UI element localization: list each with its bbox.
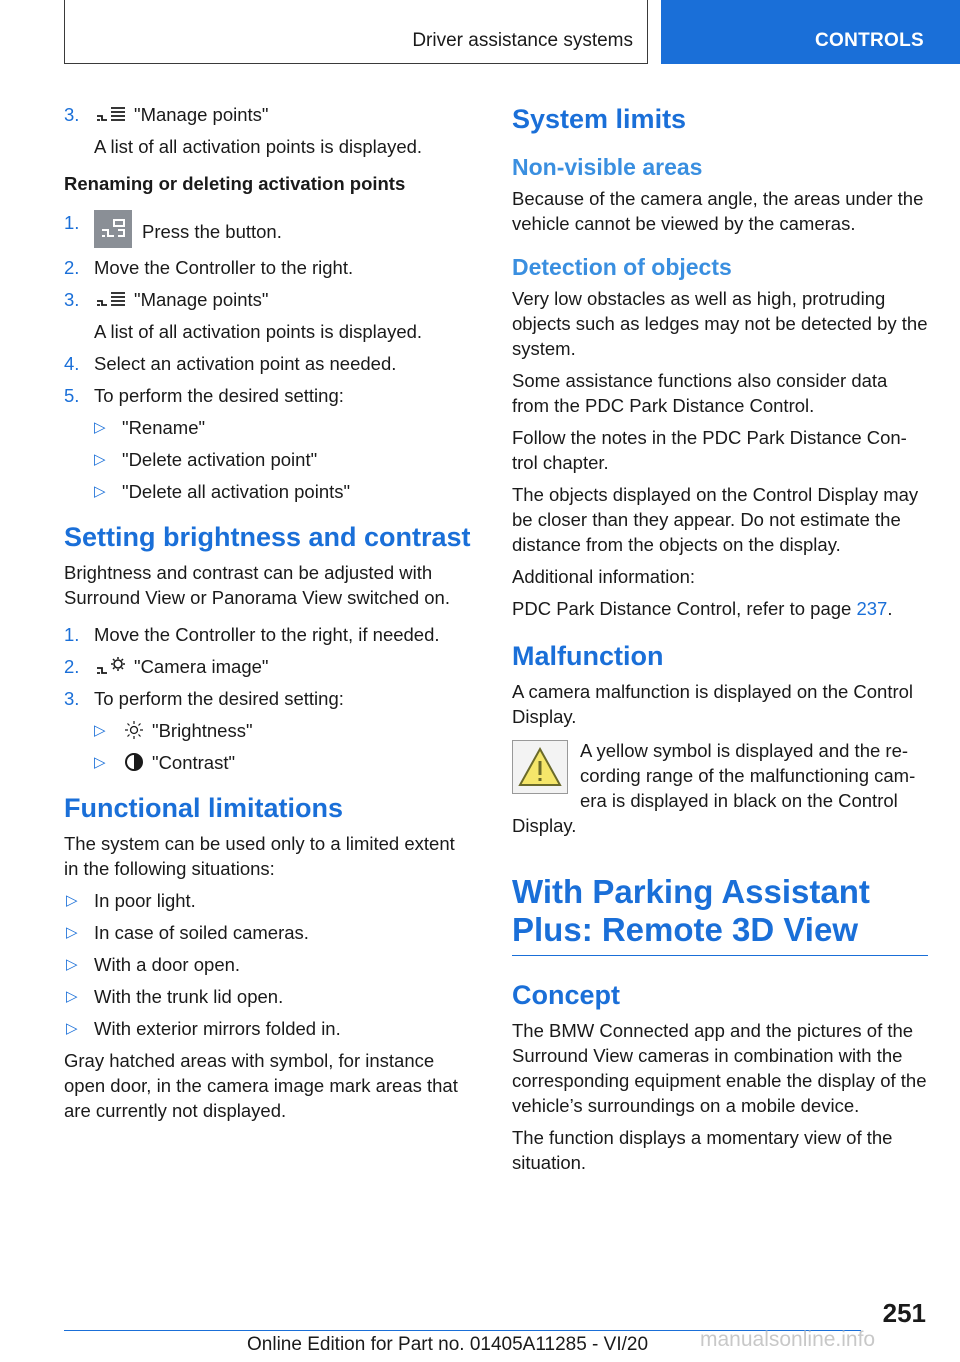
malfunction-heading: Malfunction <box>512 641 664 671</box>
brightness-text: Brightness and contrast can be adjusted with Surround View or Panorama View switched on. <box>64 562 450 608</box>
list-item: 2. Move the Controller to the right. <box>64 257 354 278</box>
concept-text: The BMW Connected app and the pictures of the Surround View cameras in combination with the corresponding equipment enable the display of the vehicle’s surroundings on a mobile device. <box>512 1020 927 1116</box>
triangle-bullet-icon: ▷ <box>94 419 106 436</box>
malfunction-note <box>512 736 928 845</box>
list-item: 5. To perform the desired setting: <box>64 385 344 406</box>
concept-text: The function displays a momentary view of the situation. <box>512 1127 893 1173</box>
contrast-icon <box>124 752 144 772</box>
page-number: 251 <box>882 1298 926 1328</box>
manage-points-icon <box>96 291 126 309</box>
concept-heading: Concept <box>512 980 620 1010</box>
triangle-bullet-icon: ▷ <box>66 924 78 941</box>
functional-limitations-heading: Functional limitations <box>64 793 344 823</box>
list-item: ▷ With exterior mirrors folded in. <box>66 1018 341 1039</box>
list-item: ▷ "Delete all activation points" <box>94 481 351 502</box>
remote-3d-view-heading: With Parking Assistant Plus: Remote 3D View <box>512 873 928 956</box>
list-item: ▷ "Brightness" <box>94 720 253 741</box>
page-link[interactable]: 237 <box>856 598 888 619</box>
list-item: ▷ With the trunk lid open. <box>66 986 284 1007</box>
triangle-bullet-icon: ▷ <box>94 483 106 500</box>
list-item: 1. Move the Controller to the right, if needed. <box>64 624 440 645</box>
functional-text: The system can be used only to a limited extent in the following situations: <box>64 833 455 879</box>
left-column <box>64 102 474 1130</box>
non-visible-text: Because of the camera angle, the areas under the vehicle cannot be viewed by the cameras. <box>512 188 924 234</box>
non-visible-heading: Non-visible areas <box>512 154 703 180</box>
detection-text: Follow the notes in the PDC Park Distance Con‐ trol chapter. <box>512 427 907 473</box>
camera-image-icon <box>96 656 126 676</box>
edition-info: Online Edition for Part no. 01405A11285 - VI/20 <box>247 1334 649 1355</box>
list-item: 3. To perform the desired setting: <box>64 688 344 709</box>
list-item: 3. "Manage points" A list of all activation points is displayed. <box>64 289 423 342</box>
detection-text: The objects displayed on the Control Display may be closer than they appear. Do not estimate the distance from the objects on the display. <box>512 484 919 555</box>
list-item: 3. "Manage points" A list of all activation points is displayed. <box>64 104 423 157</box>
triangle-bullet-icon: ▷ <box>94 451 106 468</box>
detection-text: Very low obstacles as well as high, protruding objects such as ledges may not be detected by the system. <box>512 288 928 359</box>
list-item: ▷ With a door open. <box>66 954 241 975</box>
triangle-bullet-icon: ▷ <box>94 722 106 739</box>
system-limits-heading: System limits <box>512 104 687 134</box>
detection-heading: Detection of objects <box>512 254 732 280</box>
activation-point-button-icon <box>94 210 132 248</box>
list-item: ▷ "Delete activation point" <box>94 449 318 470</box>
gray-hatched-text: Gray hatched areas with symbol, for instance open door, in the camera image mark areas that are currently not displayed. <box>64 1050 458 1121</box>
list-item: 1. Press the button. <box>64 210 474 248</box>
triangle-bullet-icon: ▷ <box>66 1020 78 1037</box>
list-item: ▷ In case of soiled cameras. <box>66 922 309 943</box>
list-item: ▷ "Contrast" <box>94 752 236 773</box>
triangle-bullet-icon: ▷ <box>94 754 106 771</box>
header-chapter <box>661 0 960 64</box>
malfunction-note-text: A yellow symbol is displayed and the re‐ cording range of the malfunctioning cam‐ era is displayed in black on the Control Display. <box>512 740 916 836</box>
triangle-bullet-icon: ▷ <box>66 988 78 1005</box>
list-item: ▷ "Rename" <box>94 417 206 438</box>
list-item: ▷ In poor light. <box>66 890 196 911</box>
triangle-bullet-icon: ▷ <box>66 956 78 973</box>
detection-text: Additional information: <box>512 566 696 587</box>
list-item: 2. "Camera image" <box>64 656 269 677</box>
rename-heading: Renaming or deleting activation points <box>64 173 406 194</box>
brightness-heading: Setting brightness and contrast <box>64 522 471 552</box>
header-section-title: Driver assistance systems <box>412 30 633 51</box>
header-chapter-title: CONTROLS <box>815 30 925 51</box>
malfunction-text: A camera malfunction is displayed on the Control Display. <box>512 681 914 727</box>
warning-triangle-icon <box>512 740 568 794</box>
brightness-icon <box>124 720 144 740</box>
detection-reference: PDC Park Distance Control, refer to page 237. <box>512 598 893 619</box>
triangle-bullet-icon: ▷ <box>66 892 78 909</box>
header-section <box>64 0 648 64</box>
detection-text: Some assistance functions also consider data from the PDC Park Distance Control. <box>512 370 888 416</box>
watermark: manualsonline.info <box>700 1328 876 1351</box>
list-item: 4. Select an activation point as needed. <box>64 353 397 374</box>
manage-points-icon <box>96 106 126 124</box>
right-column <box>512 102 928 1182</box>
